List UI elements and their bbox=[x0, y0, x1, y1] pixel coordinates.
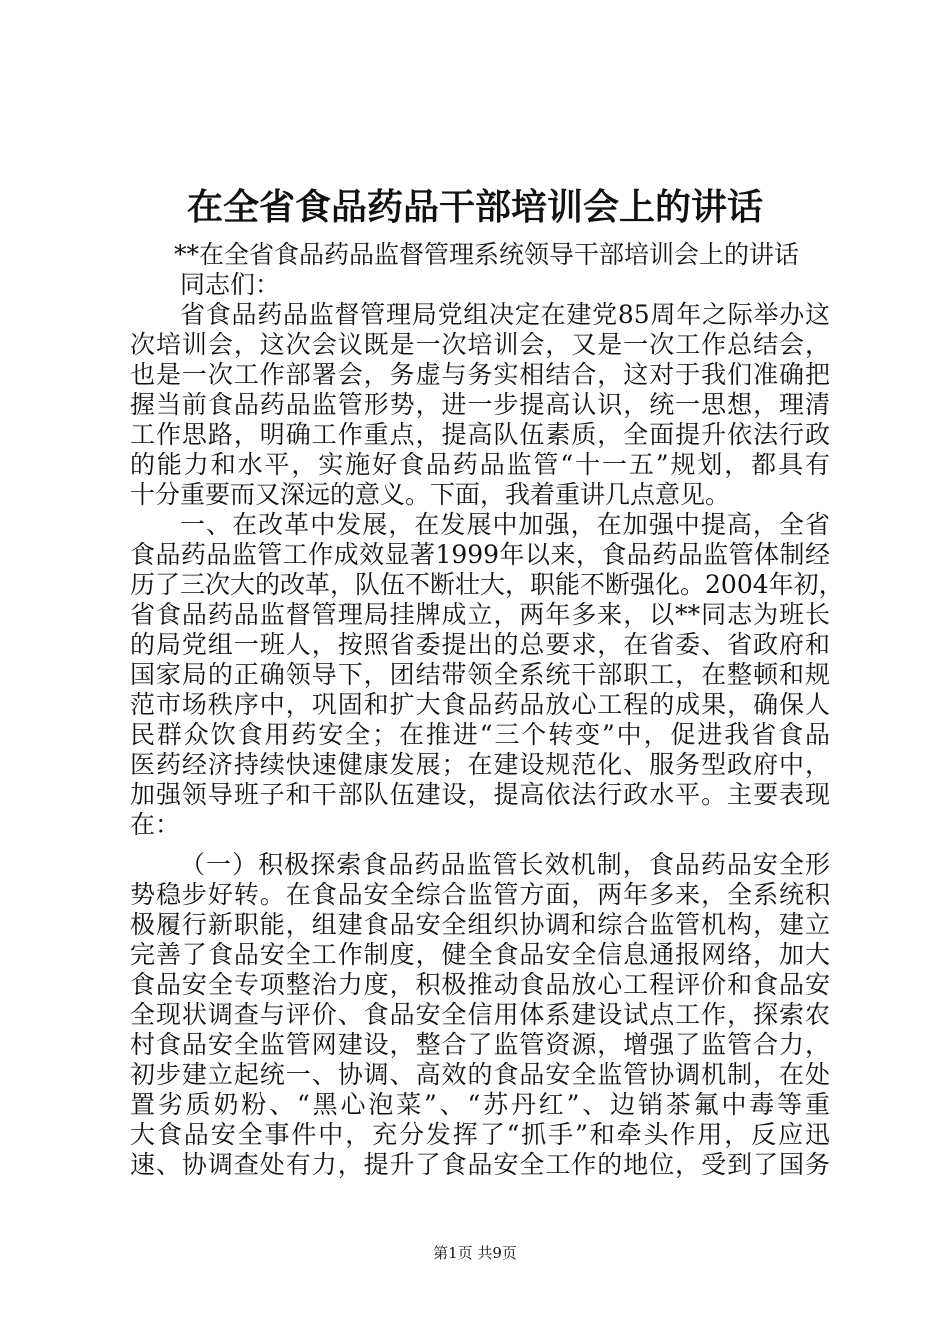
text-line: 次培训会，这次会议既是一次培训会，又是一次工作总结会， bbox=[130, 330, 830, 359]
text-line: 民群众饮食用药安全；在推进“三个转变”中，促进我省食品 bbox=[130, 720, 830, 749]
text-line: 在： bbox=[130, 810, 181, 839]
text-line: **在全省食品药品监督管理系统领导干部培训会上的讲话 bbox=[174, 240, 800, 269]
document-title: 在全省食品药品干部培训会上的讲话 bbox=[186, 187, 763, 228]
text-line: 握当前食品药品监管形势，进一步提高认识，统一思想，理清 bbox=[130, 390, 830, 419]
text-line: 也是一次工作部署会，务虚与务实相结合，这对于我们准确把 bbox=[130, 360, 830, 389]
text-line: 加强领导班子和干部队伍建设，提高依法行政水平。主要表现 bbox=[130, 780, 830, 809]
text-line: 范市场秩序中，巩固和扩大食品药品放心工程的成果，确保人 bbox=[130, 690, 830, 719]
page-footer: 第1页 共9页 bbox=[433, 1244, 517, 1262]
text-line: 的局党组一班人，按照省委提出的总要求，在省委、省政府和 bbox=[130, 630, 830, 659]
text-line: 速、协调查处有力，提升了食品安全工作的地位，受到了国务 bbox=[130, 1150, 830, 1179]
text-line: 置劣质奶粉、“黑心泡菜”、“苏丹红”、边销茶氟中毒等重 bbox=[130, 1090, 830, 1119]
text-line: 食品安全专项整治力度，积极推动食品放心工程评价和食品安 bbox=[130, 970, 830, 999]
text-line: 国家局的正确领导下，团结带领全系统干部职工，在整顿和规 bbox=[130, 660, 830, 689]
text-line: （一）积极探索食品药品监管长效机制，食品药品安全形 bbox=[180, 850, 830, 879]
text-line: 全现状调查与评价、食品安全信用体系建设试点工作，探索农 bbox=[130, 1000, 830, 1029]
text-line: 历了三次大的改革，队伍不断壮大，职能不断强化。2004年初， bbox=[130, 570, 844, 599]
text-line: 省食品药品监督管理局党组决定在建党85周年之际举办这 bbox=[180, 300, 830, 329]
text-line: 初步建立起统一、协调、高效的食品安全监管协调机制，在处 bbox=[130, 1060, 830, 1089]
text-line: 一、在改革中发展，在发展中加强，在加强中提高，全省 bbox=[180, 510, 830, 539]
text-line: 同志们： bbox=[180, 270, 281, 299]
text-line: 大食品安全事件中，充分发挥了“抓手”和牵头作用，反应迅 bbox=[130, 1120, 830, 1149]
text-line: 极履行新职能，组建食品安全组织协调和综合监管机构，建立 bbox=[130, 910, 830, 939]
text-line: 完善了食品安全工作制度，健全食品安全信息通报网络，加大 bbox=[130, 940, 830, 969]
text-line: 食品药品监管工作成效显著1999年以来，食品药品监管体制经 bbox=[130, 540, 830, 569]
text-line: 村食品安全监管网建设，整合了监管资源，增强了监管合力， bbox=[130, 1030, 830, 1059]
text-line: 十分重要而又深远的意义。下面，我着重讲几点意见。 bbox=[130, 480, 731, 509]
text-line: 势稳步好转。在食品安全综合监管方面，两年多来，全系统积 bbox=[130, 880, 830, 909]
text-line: 省食品药品监督管理局挂牌成立，两年多来，以**同志为班长 bbox=[130, 600, 830, 629]
text-line: 工作思路，明确工作重点，提高队伍素质，全面提升依法行政 bbox=[130, 420, 830, 449]
text-line: 医药经济持续快速健康发展；在建设规范化、服务型政府中， bbox=[130, 750, 830, 779]
text-line: 的能力和水平，实施好食品药品监管“十一五”规划，都具有 bbox=[130, 450, 830, 479]
